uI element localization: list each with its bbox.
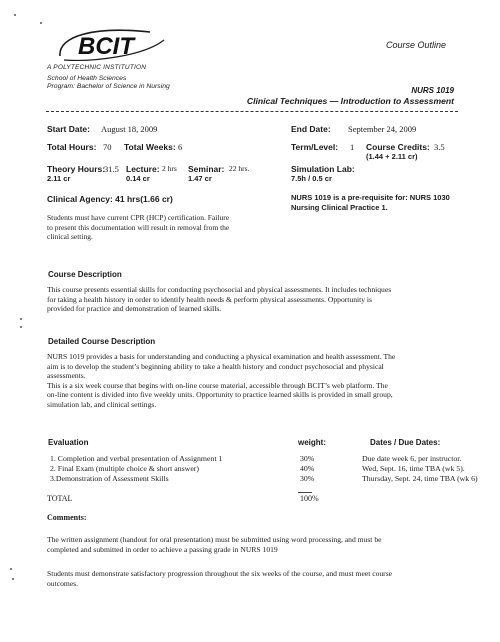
simulation-lab-label: Simulation Lab: (291, 164, 355, 174)
theory-credits: 2.11 cr (47, 174, 71, 183)
weight-heading: weight: (298, 438, 326, 447)
prerequisite-line-1: NURS 1019 is a pre-requisite for: NURS 1030 (291, 193, 450, 202)
evaluation-weight: 30% (300, 454, 315, 463)
evaluation-heading: Evaluation (48, 438, 89, 447)
end-date-label: End Date: (291, 124, 331, 134)
document-type: Course Outline (386, 40, 447, 50)
evaluation-weight: 30% (300, 474, 315, 483)
total-label: TOTAL (47, 494, 73, 503)
comments-line: completed and submitted in order to achieve a passing grade in NURS 1019 (47, 544, 278, 554)
evaluation-date: Due date week 6, per instructor. (362, 454, 462, 463)
term-level-label: Term/Level: (291, 142, 339, 152)
detailed-description-line: NURS 1019 provides a basis for understanding and conducting a physical examination and health assessment. The (47, 352, 396, 361)
comments-heading: Comments: (47, 513, 87, 522)
simulation-lab-value: 7.5h / 0.5 cr (291, 174, 332, 183)
start-date-value: August 18, 2009 (101, 124, 158, 134)
dates-heading: Dates / Due Dates: (370, 438, 441, 447)
evaluation-date: Wed, Sept. 16, time TBA (wk 5). (362, 464, 465, 473)
bcit-logo-mark (54, 22, 174, 66)
lecture-label: Lecture: (126, 164, 160, 174)
course-credits-label: Course Credits: (366, 142, 430, 152)
tagline: A POLYTECHNIC INSTITUTION (47, 64, 147, 71)
school-name: School of Health Sciences (47, 75, 127, 82)
course-description-heading: Course Description (48, 270, 122, 279)
comments-line: outcomes. (47, 578, 79, 588)
scan-speck (14, 14, 16, 16)
end-date-value: September 24, 2009 (348, 124, 417, 134)
detailed-description-line: assessments. (47, 371, 86, 381)
comments-paragraph-2 (47, 569, 457, 588)
total-value: 100% (300, 494, 319, 503)
evaluation-item: 2. Final Exam (multiple choice & short answer) (50, 464, 199, 473)
clinical-agency: Clinical Agency: 41 hrs(1.66 cr) (47, 194, 173, 204)
evaluation-row (48, 474, 478, 484)
total-hours-label: Total Hours: (47, 142, 97, 152)
evaluation-item: 3.Demonstration of Assessment Skills (50, 474, 169, 483)
scan-speck (40, 22, 42, 24)
comments-line: Students must demonstrate satisfactory progression throughout the six weeks of the course, and must meet course (47, 569, 393, 578)
theory-hours-label: Theory Hours: (47, 164, 106, 174)
theory-hours-value: 31.5 (104, 164, 119, 174)
scan-speck (20, 318, 22, 320)
detailed-description-text (47, 352, 457, 410)
course-description-line: provided for practice and demonstration of learned skills. (47, 304, 222, 314)
start-date-label: Start Date: (47, 124, 90, 134)
detailed-description-line: This is a six week course that begins with on-line course material, accessible through BCIT’s web platform. The (47, 380, 388, 390)
total-weeks-value: 6 (178, 142, 183, 152)
evaluation-weight: 40% (300, 464, 315, 473)
total-weeks-label: Total Weeks: (124, 142, 176, 152)
evaluation-row (48, 454, 462, 464)
logo-text: BCIT (78, 33, 134, 60)
detailed-description-line: on-line content is divided into five weekly units. Opportunity to practice learned skills is provided in small group, (47, 390, 393, 400)
lecture-hours: 2 hrs (162, 164, 177, 173)
total-hours-value: 70 (103, 142, 112, 152)
seminar-hours: 22 hrs. (229, 164, 250, 173)
scan-speck (20, 326, 22, 328)
course-credits-breakdown: (1.44 + 2.11 cr) (366, 152, 418, 161)
course-description-text (47, 285, 457, 314)
course-code: NURS 1019 (411, 86, 454, 95)
comments-paragraph-1 (47, 535, 457, 554)
detailed-description-line: aim is to develop the student’s beginning ability to take a health history and conduct psychosocial and physical (47, 361, 384, 371)
cpr-line-1: Students must have current CPR (HCP) certification. Failure (47, 213, 230, 222)
course-title: Clinical Techniques — Introduction to Assessment (246, 96, 454, 106)
course-description-line: for taking a health history in order to identify health needs & perform physical assessments. Opportunity is (47, 294, 372, 304)
lecture-credits: 0.14 cr (126, 174, 150, 183)
detailed-description-line: simulation lab, and clinical settings. (47, 399, 157, 409)
course-description-line: This course presents essential skills for conducting psychosocial and physical assessments. It includes techniques (47, 285, 392, 294)
comments-line: The written assignment (handout for oral presentation) must be submitted using word processing, and must be (47, 535, 382, 544)
prerequisite-line-2: Nursing Clinical Practice 1. (291, 203, 388, 212)
seminar-credits: 1.47 cr (188, 174, 212, 183)
evaluation-date: Thursday, Sept. 24, time TBA (wk 6) (362, 474, 478, 483)
evaluation-row (48, 464, 465, 474)
seminar-label: Seminar: (188, 164, 225, 174)
scan-speck (12, 578, 14, 580)
header-divider (46, 111, 458, 112)
total-underline (298, 492, 312, 493)
course-credits-value: 3.5 (434, 142, 445, 152)
evaluation-item: 1. Completion and verbal presentation of Assignment 1 (50, 454, 223, 463)
cpr-line-3: clinical setting. (47, 232, 93, 241)
cpr-requirement (47, 213, 229, 242)
bcit-logo (54, 22, 174, 66)
program-name: Program: Bachelor of Science in Nursing (47, 83, 170, 90)
detailed-description-heading: Detailed Course Description (48, 337, 156, 346)
term-level-value: 1 (350, 142, 355, 152)
scan-speck (10, 568, 12, 570)
cpr-line-2: to present this documentation will result in removal from the (47, 222, 230, 232)
